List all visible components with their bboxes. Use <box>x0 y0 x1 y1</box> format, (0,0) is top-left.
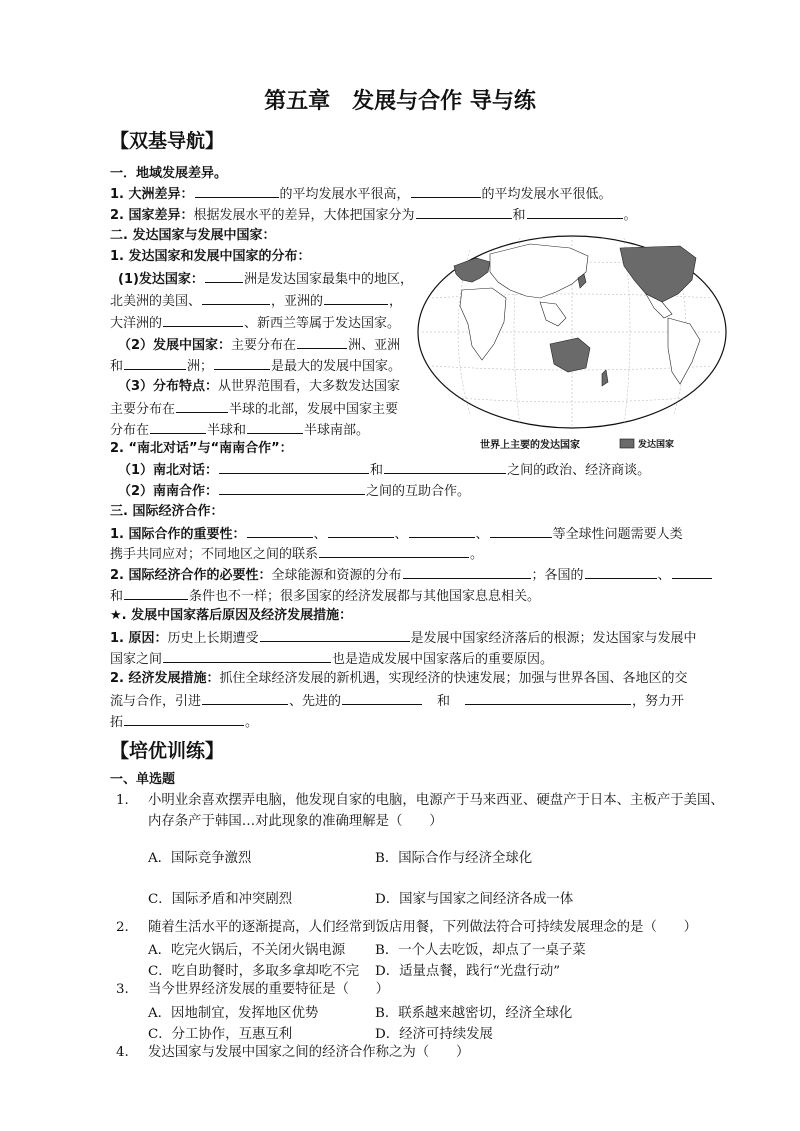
blank[interactable] <box>416 206 512 219</box>
line-pattern-3: 分布在 半球和 半球南部。 <box>110 423 370 438</box>
blank[interactable] <box>195 185 279 198</box>
q1-option-b[interactable]: B．国际合作与经济全球化 <box>375 851 533 866</box>
blank[interactable] <box>403 566 531 579</box>
blank[interactable] <box>247 525 313 538</box>
q2-stem: 随着生活水平的逐渐提高，人们经常到饭店用餐，下列做法符合可持续发展理念的是（ ） <box>148 920 698 935</box>
q2-number: 2. <box>116 920 129 935</box>
blank[interactable] <box>490 525 552 538</box>
blank[interactable] <box>202 292 270 305</box>
q3-option-d[interactable]: D．经济可持续发展 <box>375 1027 493 1042</box>
line-pattern-1: （3）分布特点：从世界范围看，大多数发达国家 <box>118 379 401 394</box>
q2-option-c[interactable]: C．吃自助餐时，多取多拿却吃不完 <box>148 964 360 979</box>
s2-heading: 二. 发达国家与发展中国家： <box>110 228 276 243</box>
q1-option-d[interactable]: D．国家与国家之间经济各成一体 <box>375 892 574 907</box>
line-continent-diff: 1. 大洲差异： 的平均发展水平很高， 的平均发展水平很低。 <box>110 187 612 202</box>
legend-swatch <box>620 439 634 448</box>
blank[interactable] <box>205 270 243 283</box>
s3-heading: 三. 国际经济合作： <box>110 504 224 519</box>
line-country-diff: 2. 国家差异：根据发展水平的差异，大体把国家分为 和 。 <box>110 208 637 223</box>
blank[interactable] <box>124 713 244 726</box>
line-importance: 1. 国际合作的重要性： 、 、 、 等全球性问题需要人类 <box>110 527 683 542</box>
blank[interactable] <box>219 482 365 495</box>
blank[interactable] <box>202 692 288 705</box>
blank[interactable] <box>124 587 188 600</box>
q1-option-c[interactable]: C．国际矛盾和冲突剧烈 <box>148 892 293 907</box>
blank[interactable] <box>328 525 394 538</box>
q1-stem-1: 小明业余喜欢摆弄电脑，他发现自家的电脑，电源产于马来西亚、硬盘产于日本、主板产于美国、 <box>148 793 724 808</box>
blank[interactable] <box>411 185 481 198</box>
blank[interactable] <box>409 525 475 538</box>
blank[interactable] <box>260 629 410 642</box>
s2-sub2: 2. “南北对话”与“南南合作”： <box>110 441 293 456</box>
line-developed-1: (1)发达国家： 洲是发达国家最集中的地区， <box>118 272 413 287</box>
q3-stem: 当今世界经济发展的重要特征是（ ） <box>148 982 390 997</box>
line-south-south: （2）南南合作： 之间的互助合作。 <box>118 484 471 499</box>
blank[interactable] <box>384 461 506 474</box>
q3-option-c[interactable]: C．分工协作，互惠互利 <box>148 1027 293 1042</box>
line-cause: 1. 原因：历史上长期遭受 是发展中国家经济落后的根源；发达国家与发展中 <box>110 631 697 646</box>
blank[interactable] <box>247 421 303 434</box>
blank[interactable] <box>319 545 469 558</box>
section-heading-training: 【培优训练】 <box>110 740 225 762</box>
q2-option-b[interactable]: B．一个人去吃饭，却点了一桌子菜 <box>375 943 586 958</box>
s2-sub1: 1. 发达国家和发展中国家的分布： <box>110 249 311 264</box>
line-measure: 2. 经济发展措施：抓住全球经济发展的新机遇，实现经济的快速发展；加强与世界各国、各地区的交 <box>110 671 688 686</box>
q1-stem-2: 内存条产于韩国…对此现象的准确理解是（ ） <box>148 814 443 829</box>
line-measure-3: 拓 。 <box>110 715 259 730</box>
line-necessity: 2. 国际经济合作的必要性：全球能源和资源的分布 ；各国的 、 <box>110 566 713 584</box>
blank[interactable] <box>324 292 388 305</box>
blank[interactable] <box>219 461 369 474</box>
line-developing-1: （2）发展中国家：主要分布在 洲、亚洲 <box>118 338 401 353</box>
line-pattern-2: 主要分布在 半球的北部，发展中国家主要 <box>110 402 399 417</box>
q2-option-a[interactable]: A．吃完火锅后，不关闭火锅电源 <box>148 943 346 958</box>
s1-heading: 一．地域发展差异。 <box>110 166 228 181</box>
section-heading-basics: 【双基导航】 <box>110 130 225 152</box>
q4-stem: 发达国家与发展中国家之间的经济合作称之为（ ） <box>148 1045 470 1060</box>
line-measure-2: 流与合作，引进 、先进的 和 ，努力开 <box>110 694 685 709</box>
q3-number: 3. <box>116 982 129 997</box>
line-importance-2: 携手共同应对；不同地区之间的联系 。 <box>110 547 484 562</box>
blank[interactable] <box>465 692 631 705</box>
line-cause-2: 国家之间 也是造成发展中国家落后的重要原因。 <box>110 652 554 667</box>
blank[interactable] <box>527 206 623 219</box>
line-developed-3: 大洋洲的 、新西兰等属于发达国家。 <box>110 316 401 331</box>
line-necessity-2: 和 条件也不一样；很多国家的经济发展都与其他国家息息相关。 <box>110 589 541 604</box>
q3-option-b[interactable]: B．联系越来越密切，经济全球化 <box>375 1006 573 1021</box>
blank[interactable] <box>585 566 657 579</box>
line-north-south: （1）南北对话： 和 之间的政治、经济商谈。 <box>118 463 651 478</box>
q4-number: 4. <box>116 1045 129 1060</box>
blank[interactable] <box>214 357 270 370</box>
mc-heading: 一、单选题 <box>110 772 176 787</box>
blank[interactable] <box>342 692 422 705</box>
blank[interactable] <box>176 400 228 413</box>
star-heading: ★. 发展中国家落后原因及经济发展措施： <box>110 608 353 623</box>
legend-label: 发达国家 <box>638 440 675 450</box>
line-developed-2: 北美洲的美国、 ，亚洲的 ， <box>110 294 403 309</box>
blank[interactable] <box>124 357 186 370</box>
q2-option-d[interactable]: D．适量点餐，践行“光盘行动” <box>375 964 561 979</box>
blank[interactable] <box>163 650 331 663</box>
q1-option-a[interactable]: A．国际竞争激烈 <box>148 851 252 866</box>
blank[interactable] <box>150 421 206 434</box>
blank[interactable] <box>672 566 712 579</box>
q3-option-a[interactable]: A．因地制宜，发挥地区优势 <box>148 1006 319 1021</box>
line-developing-2: 和 洲； 是最大的发展中国家。 <box>110 359 402 374</box>
blank[interactable] <box>163 314 243 327</box>
q1-number: 1. <box>116 793 129 808</box>
page-title: 第五章 发展与合作 导与练 <box>264 89 536 114</box>
map-caption: 世界上主要的发达国家 <box>480 440 580 451</box>
blank[interactable] <box>297 336 347 349</box>
world-map-figure <box>410 232 735 457</box>
